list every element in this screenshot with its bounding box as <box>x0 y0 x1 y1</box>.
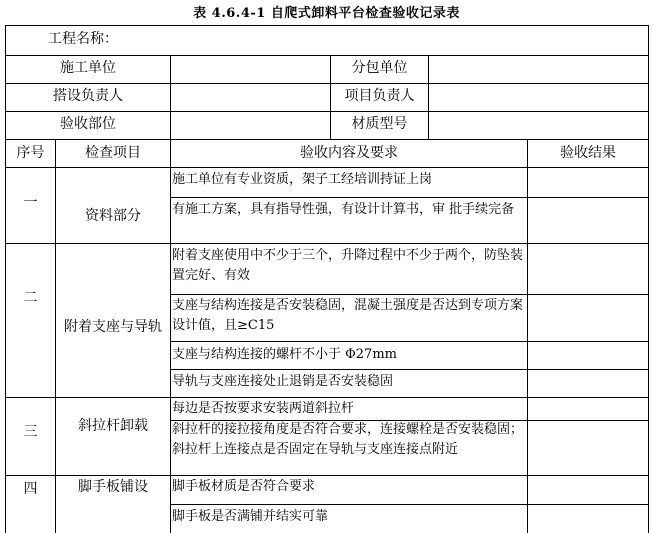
erector-label: 搭设负责人 <box>53 88 123 104</box>
table-title: 表 4.6.4-1 自爬式卸料平台检查验收记录表 <box>193 6 460 21</box>
section-item: 附着支座与导轨 <box>64 319 162 335</box>
requirement-text: 脚手板是否满铺并结实可靠 <box>172 509 329 524</box>
requirement-text: 支座与结构连接的螺杆不小于 Φ27mm <box>172 347 397 362</box>
construction-unit-label: 施工单位 <box>60 60 116 76</box>
section-no: 四 <box>23 481 38 497</box>
requirement-text: 支座与结构连接是否安装稳固，混凝土强度是否达到专项方案设计值，且≥C15 <box>172 298 524 333</box>
requirement-text: 导轨与支座连接处止退销是否安装稳固 <box>172 374 394 389</box>
section-item: 资料部分 <box>85 208 141 224</box>
project-name-label: 工程名称： <box>48 31 118 47</box>
requirement-text: 每边是否按要求安装两道斜拉杆 <box>172 401 355 416</box>
column-header-requirements: 验收内容及要求 <box>300 145 398 161</box>
requirement-text: 附着支座使用中不少于三个，升降过程中不少于两个，防坠装置完好、有效 <box>172 248 524 283</box>
subcontract-unit-label: 分包单位 <box>351 60 408 76</box>
requirement-text: 有施工方案，具有指导性强，有设计计算书，审 批手续完备 <box>172 202 515 217</box>
requirement-text: 斜拉杆的接拉接角度是否符合要求，连接螺栓是否安装稳固；斜拉杆上连接点是否固定在导轨与支座连接点附近 <box>172 422 524 457</box>
project-manager-label: 项目负责人 <box>344 88 415 104</box>
section-no: 三 <box>23 424 38 440</box>
requirement-text: 脚手板材质是否符合要求 <box>172 479 316 494</box>
column-header-result: 验收结果 <box>560 145 616 161</box>
inspection-part-label: 验收部位 <box>60 116 116 132</box>
material-model-label: 材质型号 <box>351 116 408 132</box>
column-header-item: 检查项目 <box>85 145 141 161</box>
section-no: 一 <box>23 195 38 211</box>
column-header-no: 序号 <box>16 145 45 161</box>
section-item: 脚手板铺设 <box>78 479 148 495</box>
section-item: 斜拉杆卸载 <box>78 418 148 434</box>
requirement-text: 施工单位有专业资质，架子工经培训持证上岗 <box>172 172 433 187</box>
section-no: 二 <box>23 290 38 306</box>
